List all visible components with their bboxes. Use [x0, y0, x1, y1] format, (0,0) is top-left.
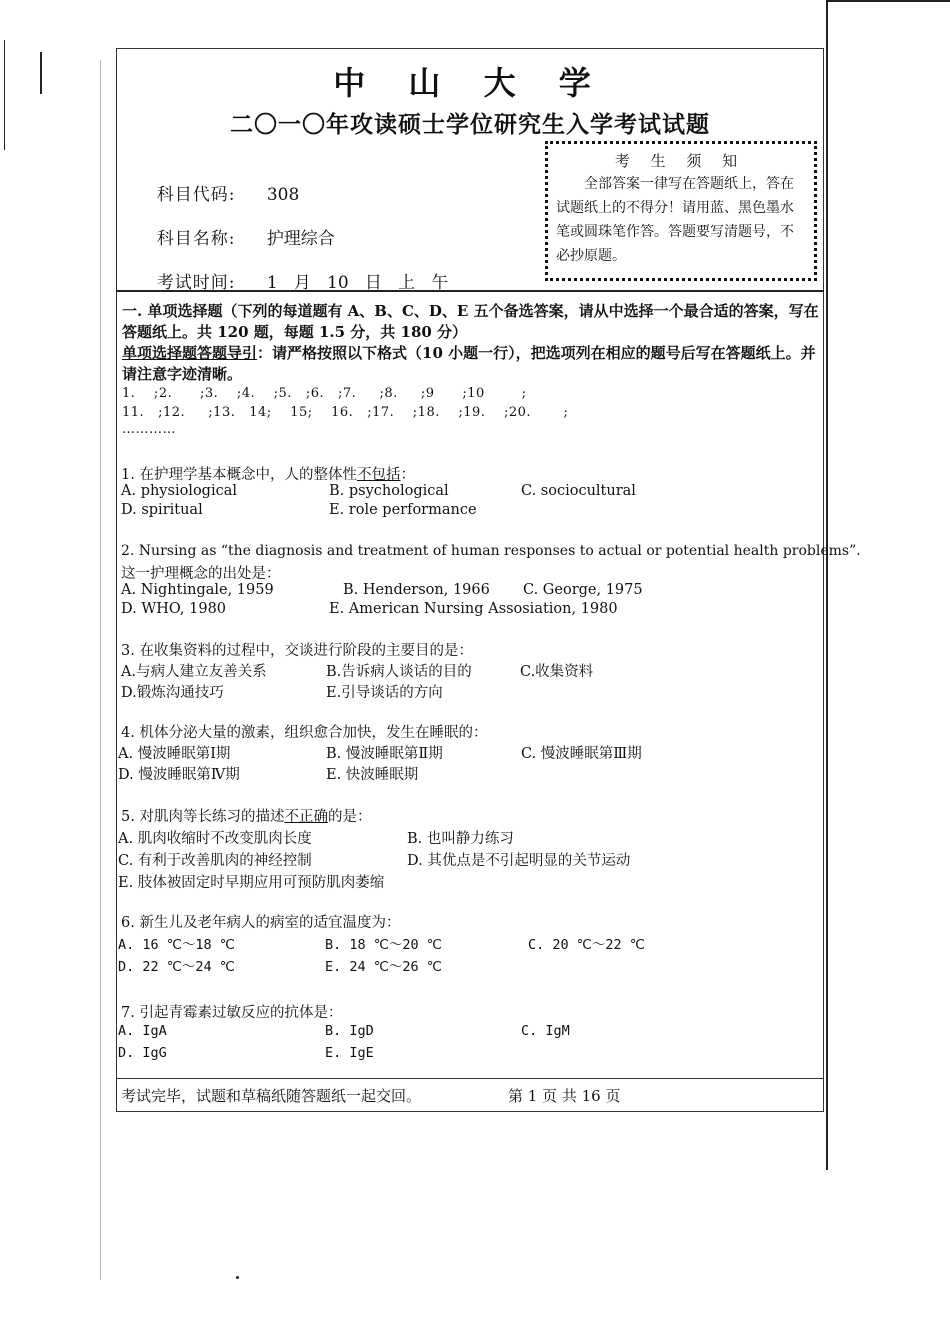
- question-5-option-d: D. 其优点是不引起明显的关节运动: [407, 853, 631, 869]
- question-5-option-e: E. 肢体被固定时早期应用可预防肌肉萎缩: [118, 875, 385, 891]
- question-4-stem: 4. 机体分泌大量的激素，组织愈合加快，发生在睡眠的：: [121, 725, 488, 741]
- scan-dot: [236, 1276, 239, 1279]
- question-1-option-d: D. spiritual: [121, 502, 203, 518]
- scan-edge-line: [826, 0, 950, 2]
- question-2-stem: 2. Nursing as “the diagnosis and treatment of human responses to actual or potential health problems”.: [121, 543, 861, 559]
- exam-time-label: 考试时间:: [156, 273, 236, 293]
- question-1-option-b: B. psychological: [329, 483, 449, 499]
- question-6-option-b: B. 18 ℃～20 ℃: [325, 937, 442, 953]
- question-7-option-b: B. IgD: [325, 1023, 374, 1039]
- answer-guide-text: ：请严格按照以下格式（10 小题一行），把选项列在相应的题号后写在答题纸上。并请注意字迹清晰。: [122, 344, 816, 383]
- question-3-option-d: D.锻炼沟通技巧: [121, 685, 224, 701]
- question-6-option-e: E. 24 ℃～26 ℃: [325, 959, 442, 975]
- question-4-option-e: E. 快波睡眠期: [326, 767, 419, 783]
- scan-edge-line: [4, 40, 5, 150]
- question-2-option-d: D. WHO, 1980: [121, 601, 227, 617]
- subject-code-row: [146, 160, 299, 205]
- question-4-option-c: C. 慢波睡眠第Ⅲ期: [521, 746, 642, 762]
- question-6-option-a: A. 16 ℃～18 ℃: [118, 937, 235, 953]
- question-2-option-a: A. Nightingale, 1959: [121, 582, 274, 598]
- notice-title: 考 生 须 知: [614, 152, 746, 170]
- header-divider: [116, 290, 824, 292]
- question-1-stem: [121, 463, 415, 484]
- subject-code-value: 308: [266, 185, 300, 205]
- answer-format-line: 1. ;2. ;3. ;4. ;5. ;6. ;7. ;8. ;9 ;10 ;: [122, 386, 527, 401]
- candidate-notice-box: [545, 141, 817, 281]
- scan-edge-line: [40, 52, 42, 94]
- notice-body: 全部答案一律写在答题纸上，答在试题纸上的不得分！请用蓝、黑色墨水笔或圆珠笔作答。答题要写清题号，不必抄原题。: [556, 176, 794, 264]
- footer-page-number: 第 1 页 共 16 页: [508, 1087, 621, 1105]
- question-3-option-b: B.告诉病人谈话的目的: [326, 664, 472, 680]
- question-7-option-a: A. IgA: [118, 1023, 167, 1039]
- question-3-option-a: A.与病人建立友善关系: [121, 664, 267, 680]
- exam-time-row: [146, 248, 448, 293]
- question-5-option-a: A. 肌肉收缩时不改变肌肉长度: [118, 831, 312, 847]
- question-2-option-c: C. George, 1975: [523, 582, 643, 598]
- question-text: ：: [400, 467, 415, 483]
- question-5-option-b: B. 也叫静力练习: [407, 831, 514, 847]
- question-2-option-e: E. American Nursing Assosiation, 1980: [329, 601, 618, 617]
- question-text: 1. 在护理学基本概念中，人的整体性: [121, 467, 357, 483]
- question-3-option-e: E.引导谈话的方向: [326, 685, 443, 701]
- question-6-option-c: C. 20 ℃～22 ℃: [528, 937, 645, 953]
- answer-guide-label: 单项选择题答题导引: [122, 344, 258, 362]
- question-7-option-c: C. IgM: [521, 1023, 570, 1039]
- question-5-stem: [121, 805, 371, 826]
- answer-format-line: 11. ;12. ;13. 14; 15; 16. ;17. ;18. ;19. ;20. ;: [122, 405, 569, 420]
- question-6-option-d: D. 22 ℃～24 ℃: [118, 959, 235, 975]
- answer-guide: [122, 343, 822, 385]
- scan-edge-line: [100, 60, 101, 1280]
- footer-instruction: 考试完毕，试题和草稿纸随答题纸一起交回。: [121, 1087, 422, 1105]
- question-2-stem-line2: 这一护理概念的出处是：: [121, 566, 281, 582]
- question-3-stem: 3. 在收集资料的过程中，交谈进行阶段的主要目的是：: [121, 643, 473, 659]
- answer-format-ellipsis: …………: [122, 422, 176, 437]
- question-7-option-e: E. IgE: [325, 1045, 374, 1061]
- subject-name-label: 科目名称:: [156, 229, 236, 249]
- subject-name-row: [146, 204, 335, 249]
- question-4-option-d: D. 慢波睡眠第Ⅳ期: [118, 767, 240, 783]
- footer-divider: [116, 1078, 824, 1079]
- question-3-option-c: C.收集资料: [520, 664, 594, 680]
- university-title: 中 山 大 学: [333, 64, 607, 102]
- question-1-option-e: E. role performance: [329, 502, 477, 518]
- exam-title: 二〇一〇年攻读硕士学位研究生入学考试试题: [230, 111, 710, 138]
- question-6-stem: 6. 新生儿及老年病人的病室的适宜温度为：: [121, 915, 401, 931]
- question-text: 5. 对肌肉等长练习的描述: [121, 809, 285, 825]
- subject-code-label: 科目代码:: [156, 185, 236, 205]
- section-heading: 一. 单项选择题（下列的每道题有 A、B、C、D、E 五个备选答案，请从中选择一个最合适的答案，写在答题纸上。共 120 题，每题 1.5 分，共 180 分）: [122, 302, 819, 341]
- question-4-option-a: A. 慢波睡眠第Ⅰ期: [118, 746, 231, 762]
- question-text: 的是：: [327, 809, 372, 825]
- scan-edge-line: [826, 0, 828, 1170]
- question-1-option-c: C. sociocultural: [521, 483, 636, 499]
- question-5-option-c: C. 有利于改善肌肉的神经控制: [118, 853, 312, 869]
- subject-name-value: 护理综合: [266, 229, 335, 249]
- question-1-option-a: A. physiological: [121, 483, 237, 499]
- question-4-option-b: B. 慢波睡眠第Ⅱ期: [326, 746, 443, 762]
- question-2-option-b: B. Henderson, 1966: [343, 582, 490, 598]
- question-7-option-d: D. IgG: [118, 1045, 167, 1061]
- exam-time-value: 1 月 10 日 上 午: [266, 273, 449, 293]
- question-7-stem: 7. 引起青霉素过敏反应的抗体是：: [121, 1005, 343, 1021]
- question-emphasis: 不正确: [284, 809, 328, 825]
- question-emphasis: 不包括: [356, 467, 401, 483]
